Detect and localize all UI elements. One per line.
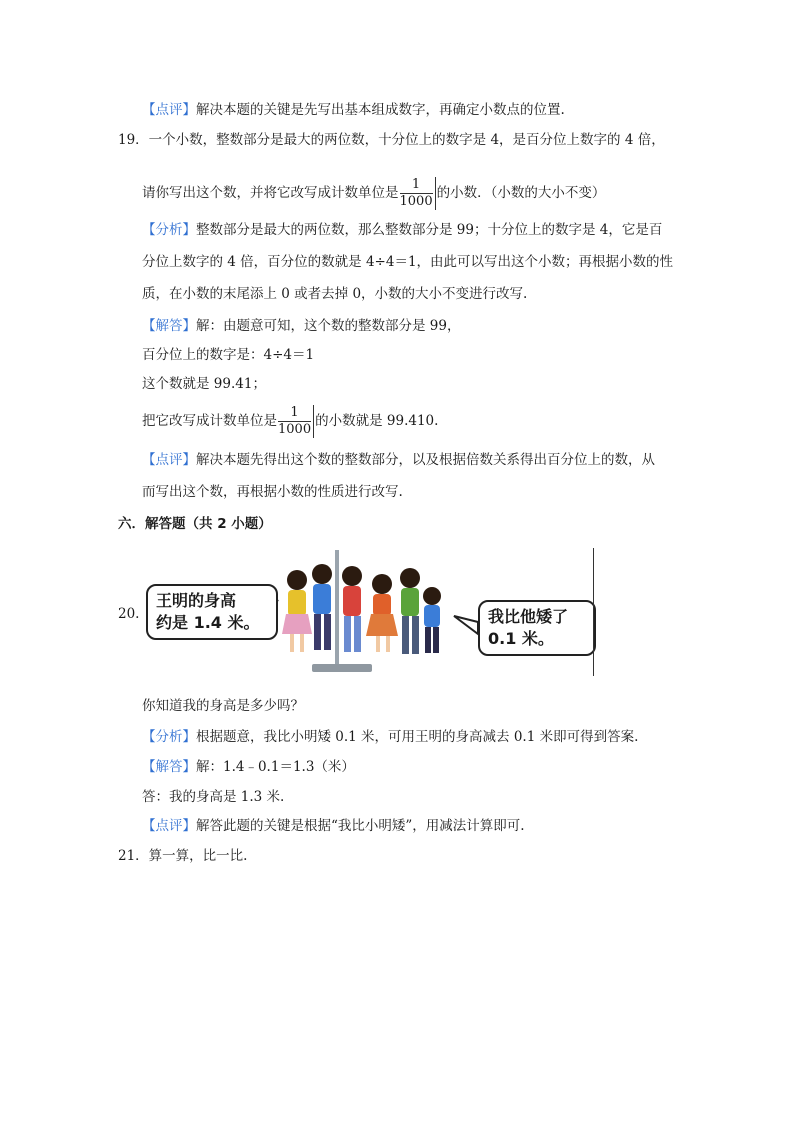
analysis-tag: 【分析】 [142, 222, 196, 238]
q19-stem-line1: 19．一个小数，整数部分是最大的两位数，十分位上的数字是 4，是百分位上数字的 4 倍， [118, 132, 665, 148]
q19-answer-4: 把它改写成计数单位是 $\frac{1}{1000}$ 的小数就是 99.410. [142, 405, 439, 437]
fraction-1-1000: $\frac{1}{1000}$ [400, 177, 436, 210]
q19-review-2: 而写出这个数，再根据小数的性质进行改写. [142, 484, 403, 500]
section-title: 六．解答题（共 2 小题） [118, 516, 272, 532]
q19-analysis-2: 分位上数字的 4 倍，百分位的数就是 4÷4＝1，由此可以写出这个小数；再根据小数的性 [142, 254, 674, 270]
answer-tag: 【解答】 [142, 318, 196, 334]
q19-analysis-3: 质，在小数的末尾添上 0 或者去掉 0，小数的大小不变进行改写. [142, 286, 528, 302]
review-tag: 【点评】 [142, 102, 196, 118]
q20-analysis: 【分析】根据题意，我比小明矮 0.1 米，可用王明的身高减去 0.1 米即可得到答案. [142, 729, 639, 745]
q18-review: 【点评】解决本题的关键是先写出基本组成数字，再确定小数点的位置. [142, 102, 565, 118]
q19-analysis-1: 【分析】整数部分是最大的两位数，那么整数部分是 99；十分位上的数字是 4，它是百 [142, 222, 663, 238]
q20-reply: 答：我的身高是 1.3 米. [142, 789, 285, 805]
q21-stem: 21．算一算，比一比. [118, 848, 248, 864]
q19-review-1: 【点评】解决本题先得出这个数的整数部分，以及根据倍数关系得出百分位上的数，从 [142, 452, 655, 468]
review-tag: 【点评】 [142, 452, 196, 468]
q19-answer-3: 这个数就是 99.41； [142, 376, 266, 392]
q19-answer-2: 百分位上的数字是：4÷4＝1 [142, 347, 315, 363]
q19-stem-line2: 请你写出这个数，并将它改写成计数单位是 $\frac{1}{1000}$ 的小数．（小数的大小不变） [142, 177, 606, 209]
q19-answer-1: 【解答】解：由题意可知，这个数的整数部分是 99， [142, 318, 461, 334]
fraction-1-1000-answer: $\frac{1}{1000}$ [278, 405, 314, 438]
divider-line [593, 548, 594, 676]
analysis-tag: 【分析】 [142, 729, 196, 745]
speech-bubble-right: 我比他矮了 0.1 米。 [478, 600, 596, 656]
q20-answer: 【解答】解：1.4﹣0.1＝1.3（米） [142, 759, 355, 775]
q20-question: 你知道我的身高是多少吗？ [142, 698, 304, 714]
q20-number: 20. [118, 606, 140, 622]
answer-tag: 【解答】 [142, 759, 196, 775]
review-tag: 【点评】 [142, 818, 196, 834]
q20-review: 【点评】解答此题的关键是根据“我比小明矮”，用减法计算即可. [142, 818, 525, 834]
speech-bubble-left: 王明的身高 约是 1.4 米。 [146, 584, 278, 640]
